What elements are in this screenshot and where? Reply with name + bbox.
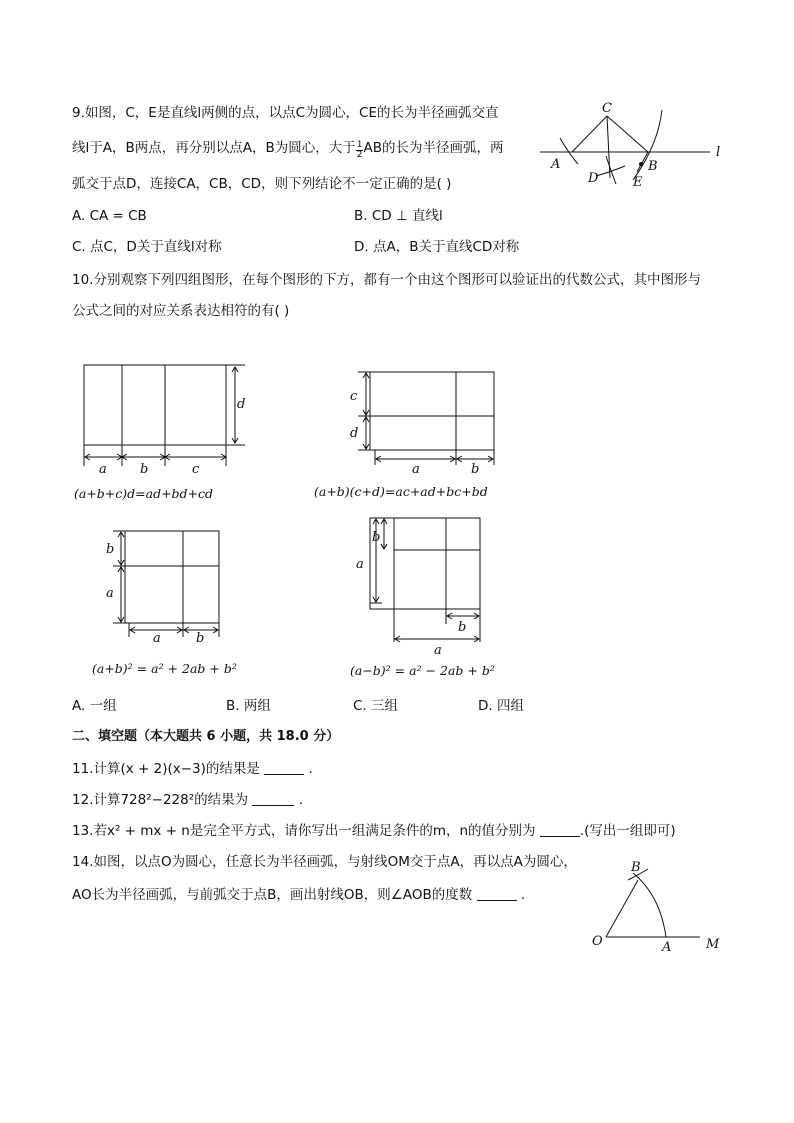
q14-label-B: B: [631, 860, 641, 875]
q10-figure-2: [340, 365, 510, 480]
fig1-label-a: a: [99, 462, 107, 477]
fig3-formula: (a+b)² = a² + 2ab + b²: [92, 661, 237, 676]
q9-line2-post: AB的长为半径画弧，两: [363, 140, 504, 156]
q12-blank[interactable]: [252, 791, 294, 806]
fig1-label-d: d: [237, 397, 246, 412]
q12-period: .: [298, 792, 304, 808]
fig4-formula: (a−b)² = a² − 2ab + b²: [350, 663, 495, 678]
fig3-label-a: a: [106, 586, 114, 601]
q13-blank[interactable]: [540, 822, 580, 837]
q9-frac-den: 2: [356, 150, 363, 160]
fig1-label-b: b: [140, 462, 149, 477]
q9-frac-num: 1: [356, 140, 363, 150]
q14-text: AO长为半径画弧，与前弧交于点B，画出射线OB，则∠AOB的度数: [72, 887, 473, 903]
q14-period: .: [520, 887, 526, 903]
q11-blank[interactable]: [264, 760, 304, 775]
q9-segment-CD: [607, 116, 610, 178]
q9-option-c: C. 点C，D关于直线l对称: [72, 239, 222, 255]
q14-label-O: O: [592, 934, 603, 949]
fig2-label-a: a: [412, 462, 420, 477]
q13-note: .(写出一组即可): [579, 823, 676, 839]
q9-segment-BE: [637, 152, 648, 172]
q14-ray-OB: [606, 880, 638, 937]
fig2-label-d: d: [350, 426, 359, 441]
q10-line2: 公式之间的对应关系表达相符的有( ): [72, 303, 290, 319]
q9-option-d: D. 点A，B关于直线CD对称: [354, 239, 520, 255]
fig4-label-a2: a: [434, 643, 442, 658]
q11-period: .: [308, 761, 313, 777]
q14-line1: 14.如图，以点O为圆心，任意长为半径画弧，与射线OM交于点A，再以点A为圆心，: [72, 854, 577, 870]
q9-label-C: C: [602, 101, 612, 116]
q14-label-A: A: [662, 940, 672, 955]
q11: [72, 760, 313, 778]
fig1-label-c: c: [192, 462, 200, 477]
q12-text: 12.计算728²−228²的结果为: [72, 792, 249, 808]
fig2-label-b: b: [471, 462, 480, 477]
fig1-formula: (a+b+c)d=ad+bd+cd: [74, 486, 214, 501]
q9-line2-pre: 线l于A，B两点，再分别以点A，B为圆心，大于: [72, 140, 356, 156]
q14-arc-1: [633, 873, 666, 937]
q13-text: 13.若x² + mx + n是完全平方式，请你写出一组满足条件的m，n的值分别为: [72, 823, 536, 839]
q9-line2: [72, 139, 503, 160]
q11-text: 11.计算(x + 2)(x−3)的结果是: [72, 761, 260, 777]
fig1-rect: [84, 365, 226, 445]
q9-figure: [530, 100, 730, 195]
q9-label-B: B: [648, 159, 658, 174]
q9-point-E: [639, 162, 643, 166]
q14-figure: [588, 855, 728, 955]
q9-line1: 9.如图，C，E是直线l两侧的点，以点C为圆心，CE的长为半径画弧交直: [72, 105, 499, 121]
fig4-label-b: b: [372, 530, 381, 545]
q14-label-M: M: [706, 937, 720, 952]
q10-line1: 10.分别观察下列四组图形，在每个图形的下方，都有一个由这个图形可以验证出的代数公式，其中图形与: [72, 272, 701, 288]
q10-option-d: D. 四组: [478, 698, 524, 714]
section-2-title: 二、填空题（本大题共 6 小题，共 18.0 分）: [72, 729, 340, 744]
q9-arc-D1: [596, 166, 625, 176]
fig3-label-b2: b: [196, 631, 205, 646]
fig3-rect: [125, 531, 219, 623]
q10-figure-1: [80, 360, 260, 480]
q9-label-l: l: [716, 145, 721, 160]
q9-label-A: A: [551, 157, 561, 172]
q14-line2: [72, 886, 525, 904]
q9-segment-CB: [607, 116, 648, 152]
q9-label-D: D: [588, 171, 599, 186]
fig4-label-b2: b: [458, 620, 467, 635]
q9-segment-CA: [572, 116, 607, 152]
q12: [72, 791, 303, 809]
q9-arc-A: [560, 138, 578, 164]
q14-blank[interactable]: [477, 886, 517, 901]
q9-line3: 弧交于点D，连接CA，CB，CD，则下列结论不一定正确的是( ): [72, 176, 452, 192]
q9-option-a: A. CA = CB: [72, 208, 147, 224]
fig2-formula: (a+b)(c+d)=ac+ad+bc+bd: [314, 484, 488, 499]
q9-option-b: B. CD ⊥ 直线l: [354, 208, 443, 224]
q13: [72, 822, 676, 840]
q10-option-a: A. 一组: [72, 698, 117, 714]
fig2-rect: [370, 372, 494, 450]
fig4-label-a: a: [356, 557, 364, 572]
fig4-rect: [370, 518, 480, 609]
q10-figure-3: [95, 525, 235, 655]
q10-option-b: B. 两组: [226, 698, 271, 714]
fig2-label-c: c: [350, 389, 358, 404]
q9-label-E: E: [633, 175, 643, 190]
fig3-label-b: b: [106, 542, 115, 557]
q10-figure-4: [350, 512, 490, 657]
q10-option-c: C. 三组: [353, 698, 399, 714]
fig3-label-a2: a: [153, 631, 161, 646]
